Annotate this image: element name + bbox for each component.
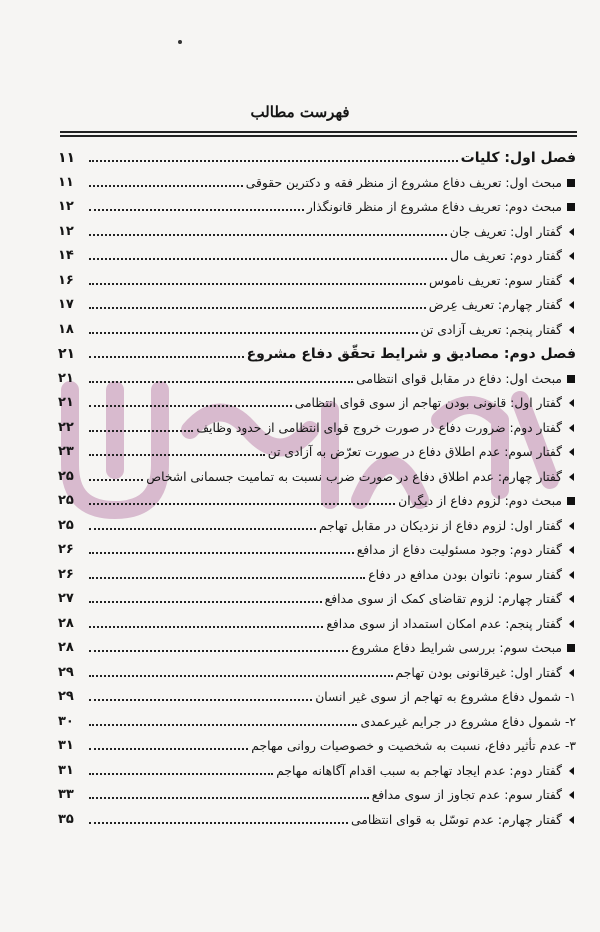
toc-entry-label: گفتار چهارم: لزوم تقاضای کمک از سوی مدافع: [324, 592, 562, 606]
page-title: فهرست مطالب: [250, 103, 350, 121]
triangle-bullet-icon: [564, 326, 578, 334]
toc-entry-label: گفتار پنجم: تعریف آزادی تن: [420, 322, 562, 337]
dot-leader: [89, 822, 348, 824]
toc-item-row: [58, 808, 578, 833]
toc-page-number: ۳۱: [58, 738, 74, 753]
square-bullet-icon: [564, 203, 578, 211]
toc-entry-label: گفتار دوم: تعریف مال: [450, 249, 562, 263]
toc-section-row: [58, 367, 578, 392]
toc-entry-label: گفتار چهارم: تعریف عِرض: [428, 298, 562, 312]
square-bullet-icon: [564, 375, 578, 383]
toc-item-row: [58, 514, 578, 539]
dot-leader: [89, 234, 447, 236]
toc-page-number: ۲۱: [58, 370, 74, 386]
dot-leader: [89, 503, 395, 505]
toc-entry-label: ۱- شمول دفاع مشروع به تهاجم از سوی غیر انسان: [315, 690, 576, 704]
triangle-bullet-icon: [564, 595, 578, 603]
toc-entry-label: گفتار دوم: عدم ایجاد تهاجم به سبب اقدام آگاهانه مهاجم: [276, 763, 562, 778]
toc-item-row: [58, 391, 578, 416]
toc-page-number: ۲۲: [58, 419, 74, 435]
toc-item-row: [58, 587, 578, 612]
dot-leader: [89, 479, 143, 481]
dot-leader: [89, 650, 348, 652]
toc-entry-label: ۳- عدم تأثیر دفاع، نسبت به شخصیت و خصوصیات روانی مهاجم: [251, 739, 576, 753]
toc-item-row: [58, 269, 578, 294]
dot-leader: [89, 454, 265, 456]
dot-leader: [89, 332, 418, 334]
triangle-bullet-icon: [564, 399, 578, 407]
triangle-bullet-icon: [564, 448, 578, 456]
toc-entry-label: گفتار چهارم: عدم توسّل به قوای انتظامی: [351, 812, 562, 827]
toc-page-number: ۲۸: [58, 640, 74, 655]
toc-item-row: [58, 759, 578, 784]
triangle-bullet-icon: [564, 522, 578, 530]
toc-entry-label: گفتار اول: لزوم دفاع از نزدیکان در مقابل تهاجم: [318, 518, 562, 533]
dot-leader: [89, 356, 244, 358]
triangle-bullet-icon: [564, 767, 578, 775]
dot-leader: [89, 724, 357, 726]
dot-leader: [89, 675, 393, 677]
toc-page-number: ۱۲: [58, 199, 74, 214]
toc-entry-label: مبحث اول: تعریف دفاع مشروع از منظر فقه و دکترین حقوقی: [245, 175, 562, 190]
toc-entry-label: گفتار اول: تعریف جان: [449, 224, 562, 239]
toc-item-row: [58, 318, 578, 343]
triangle-bullet-icon: [564, 301, 578, 309]
toc-page-number: ۳۳: [58, 787, 74, 802]
toc-page-number: ۲۷: [58, 591, 74, 606]
page-speck: [178, 40, 182, 44]
toc-entry-label: گفتار چهارم: عدم اطلاق دفاع در صورت ضرب نسبت به تمامیت جسمانی اشخاص: [146, 469, 562, 484]
toc-page-number: ۲۶: [58, 542, 74, 557]
toc-entry-label: گفتار دوم: ضرورت دفاع در صورت خروج قوای انتظامی از حدود وظایف: [196, 420, 562, 435]
triangle-bullet-icon: [564, 620, 578, 628]
toc-item-row: [58, 661, 578, 686]
toc-page-number: ۱۴: [58, 248, 74, 263]
table-of-contents: [58, 146, 578, 832]
toc-entry-label: گفتار پنجم: عدم امکان استمداد از سوی مدافع: [326, 616, 562, 631]
toc-item-row: [58, 416, 578, 441]
toc-page-number: ۲۵: [58, 493, 74, 508]
toc-page-number: ۲۸: [58, 615, 74, 631]
toc-page-number: ۱۱: [58, 174, 74, 190]
triangle-bullet-icon: [564, 252, 578, 260]
toc-page-number: ۲۹: [58, 664, 74, 680]
toc-item-row: [58, 538, 578, 563]
dot-leader: [89, 797, 369, 799]
dot-leader: [89, 626, 323, 628]
toc-page-number: ۲۶: [58, 566, 74, 582]
dot-leader: [89, 209, 304, 211]
toc-entry-label: گفتار سوم: ناتوان بودن مدافع در دفاع: [368, 567, 562, 582]
title-rule-top: [60, 131, 577, 133]
toc-section-row: [58, 636, 578, 661]
toc-section-row: [58, 195, 578, 220]
toc-item-row: [58, 293, 578, 318]
toc-section-row: [58, 489, 578, 514]
triangle-bullet-icon: [564, 424, 578, 432]
triangle-bullet-icon: [564, 669, 578, 677]
triangle-bullet-icon: [564, 791, 578, 799]
toc-entry-label: مبحث اول: دفاع در مقابل قوای انتظامی: [356, 371, 562, 386]
toc-page-number: ۲۵: [58, 468, 74, 484]
toc-page-number: ۳۰: [58, 713, 74, 729]
toc-item-row: [58, 734, 578, 759]
square-bullet-icon: [564, 497, 578, 505]
toc-section-row: [58, 171, 578, 196]
toc-page-number: ۱۶: [58, 272, 74, 288]
toc-entry-label: مبحث سوم: بررسی شرایط دفاع مشروع: [351, 641, 562, 655]
toc-page-number: ۱۲: [58, 223, 74, 239]
toc-page-number: ۲۱: [58, 395, 74, 410]
toc-entry-label: گفتار اول: قانونی بودن تهاجم از سوی قوای انتظامی: [294, 396, 562, 410]
dot-leader: [89, 283, 426, 285]
dot-leader: [89, 601, 322, 603]
toc-page-number: ۱۷: [58, 297, 74, 312]
toc-entry-label: فصل دوم: مصادیق و شرایط تحقّق دفاع مشروع: [246, 346, 576, 362]
dot-leader: [89, 185, 243, 187]
toc-page-number: ۱۸: [58, 321, 74, 337]
toc-page-number: ۲۳: [58, 444, 74, 459]
triangle-bullet-icon: [564, 473, 578, 481]
toc-page-number: ۱۱: [58, 150, 76, 166]
toc-item-row: [58, 465, 578, 490]
toc-entry-label: گفتار سوم: عدم اطلاق دفاع در صورت تعرّض به آزادی تن: [267, 445, 562, 459]
toc-entry-label: مبحث دوم: لزوم دفاع از دیگران: [398, 494, 562, 508]
square-bullet-icon: [564, 179, 578, 187]
dot-leader: [89, 577, 365, 579]
toc-page-number: ۲۵: [58, 517, 74, 533]
toc-entry-label: فصل اول: کلیات: [460, 150, 576, 166]
toc-chapter-row: [58, 342, 578, 367]
toc-entry-label: گفتار دوم: وجود مسئولیت دفاع از مدافع: [356, 543, 562, 557]
toc-chapter-row: [58, 146, 578, 171]
dot-leader: [89, 160, 458, 162]
toc-page-number: ۲۱: [58, 346, 76, 362]
toc-item-row: [58, 710, 578, 735]
dot-leader: [89, 405, 292, 407]
dot-leader: [89, 552, 354, 554]
toc-item-row: [58, 783, 578, 808]
toc-item-row: [58, 685, 578, 710]
dot-leader: [89, 307, 426, 309]
toc-item-row: [58, 440, 578, 465]
toc-entry-label: مبحث دوم: تعریف دفاع مشروع از منظر قانونگذار: [306, 200, 562, 214]
toc-item-row: [58, 220, 578, 245]
toc-item-row: [58, 563, 578, 588]
square-bullet-icon: [564, 644, 578, 652]
toc-item-row: [58, 244, 578, 269]
dot-leader: [89, 381, 353, 383]
title-rule-bottom: [60, 135, 577, 137]
toc-entry-label: گفتار سوم: تعریف ناموس: [428, 273, 562, 288]
triangle-bullet-icon: [564, 228, 578, 236]
dot-leader: [89, 528, 316, 530]
toc-page-number: ۳۵: [58, 811, 74, 827]
dot-leader: [89, 699, 312, 701]
triangle-bullet-icon: [564, 816, 578, 824]
toc-entry-label: ۲- شمول دفاع مشروع در جرایم غیرعمدی: [360, 714, 576, 729]
toc-entry-label: گفتار اول: غیرقانونی بودن تهاجم: [395, 665, 562, 680]
toc-page-number: ۲۹: [58, 689, 74, 704]
triangle-bullet-icon: [564, 571, 578, 579]
dot-leader: [89, 773, 273, 775]
triangle-bullet-icon: [564, 546, 578, 554]
toc-entry-label: گفتار سوم: عدم تجاوز از سوی مدافع: [371, 788, 562, 802]
triangle-bullet-icon: [564, 277, 578, 285]
toc-page-number: ۳۱: [58, 762, 74, 778]
dot-leader: [89, 748, 248, 750]
dot-leader: [89, 258, 447, 260]
toc-item-row: [58, 612, 578, 637]
dot-leader: [89, 430, 193, 432]
